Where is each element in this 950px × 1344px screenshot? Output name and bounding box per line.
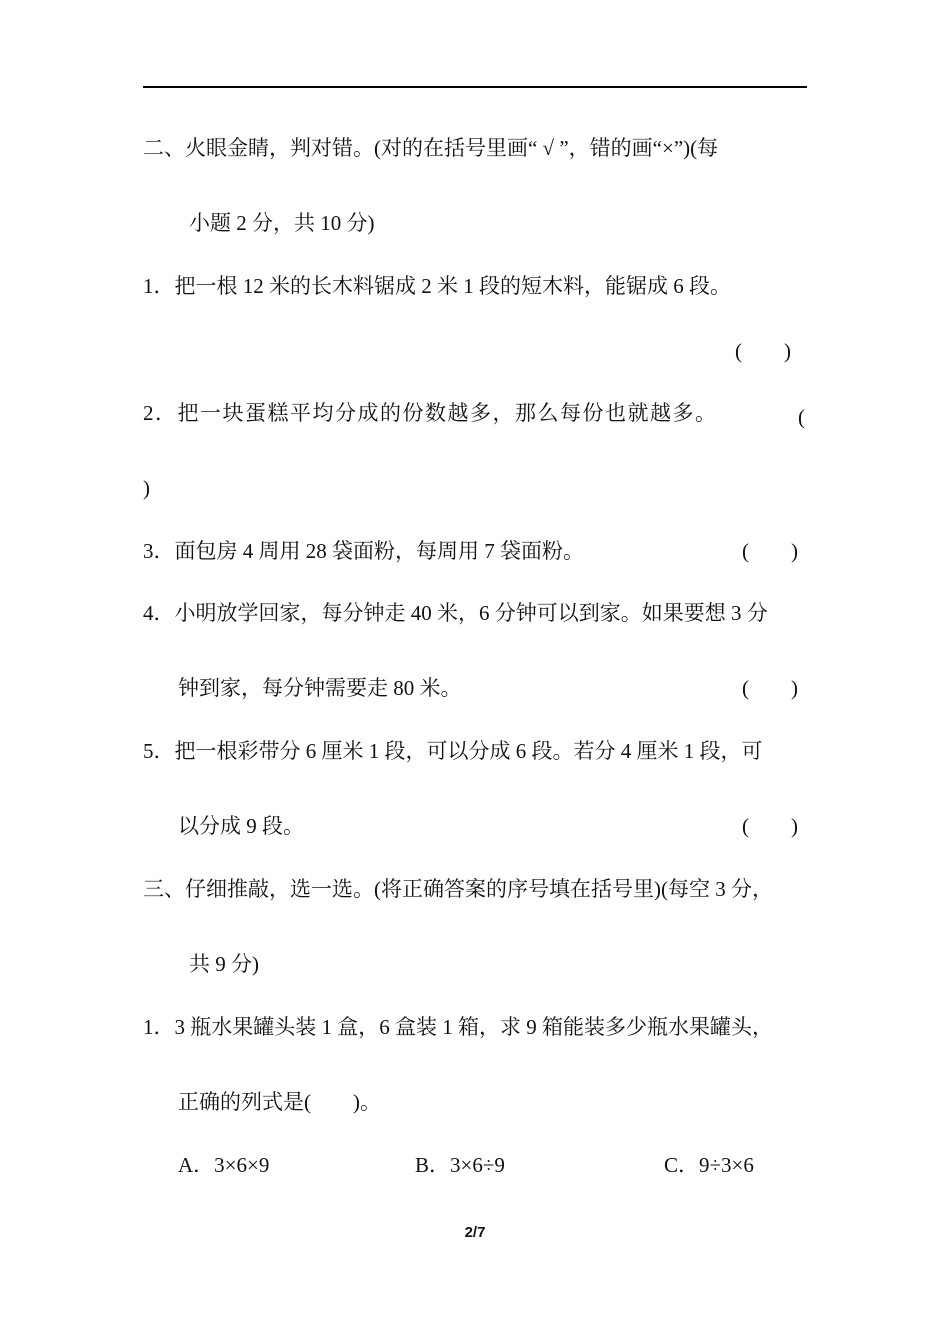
section2-heading-line1: 二、火眼金睛，判对错。(对的在括号里画“ √ ”，错的画“×”)(每 bbox=[143, 136, 719, 160]
page-number: 2/7 bbox=[464, 1224, 486, 1241]
section2-question-5-line1: 5．把一根彩带分 6 厘米 1 段，可以分成 6 段。若分 4 厘米 1 段，可 bbox=[143, 739, 763, 763]
answer-blank-q4[interactable]: ( ) bbox=[742, 676, 798, 700]
section3-question-1-line1: 1．3 瓶水果罐头装 1 盒，6 盒装 1 箱，求 9 箱能装多少瓶水果罐头， bbox=[143, 1015, 773, 1039]
section2-question-5-line2: 以分成 9 段。 bbox=[178, 814, 304, 838]
answer-paren-open-q2[interactable]: ( bbox=[798, 405, 805, 429]
section2-question-2: 2．把一块蛋糕平均分成的份数越多，那么每份也就越多。 bbox=[143, 401, 718, 425]
option-b[interactable]: B．3×6÷9 bbox=[415, 1153, 505, 1177]
option-a[interactable]: A．3×6×9 bbox=[178, 1153, 270, 1177]
answer-paren-close-q2[interactable]: ) bbox=[143, 476, 150, 500]
header-rule bbox=[143, 86, 807, 88]
section3-heading-line2: 共 9 分) bbox=[189, 952, 259, 976]
section3-heading-line1: 三、仔细推敲，选一选。(将正确答案的序号填在括号里)(每空 3 分， bbox=[143, 877, 773, 901]
section2-question-4-line1: 4．小明放学回家，每分钟走 40 米，6 分钟可以到家。如果要想 3 分 bbox=[143, 601, 768, 625]
section2-question-4-line2: 钟到家，每分钟需要走 80 米。 bbox=[178, 676, 462, 700]
section2-heading-line2: 小题 2 分，共 10 分) bbox=[189, 211, 375, 235]
option-c[interactable]: C．9÷3×6 bbox=[664, 1153, 754, 1177]
section2-question-3: 3．面包房 4 周用 28 袋面粉，每周用 7 袋面粉。 bbox=[143, 539, 584, 563]
section2-question-1: 1．把一根 12 米的长木料锯成 2 米 1 段的短木料，能锯成 6 段。 bbox=[143, 274, 731, 298]
answer-blank-q1[interactable]: ( ) bbox=[735, 339, 791, 363]
answer-blank-q5[interactable]: ( ) bbox=[742, 814, 798, 838]
section3-question-1-line2: 正确的列式是( )。 bbox=[178, 1090, 381, 1114]
answer-blank-q3[interactable]: ( ) bbox=[742, 539, 798, 563]
